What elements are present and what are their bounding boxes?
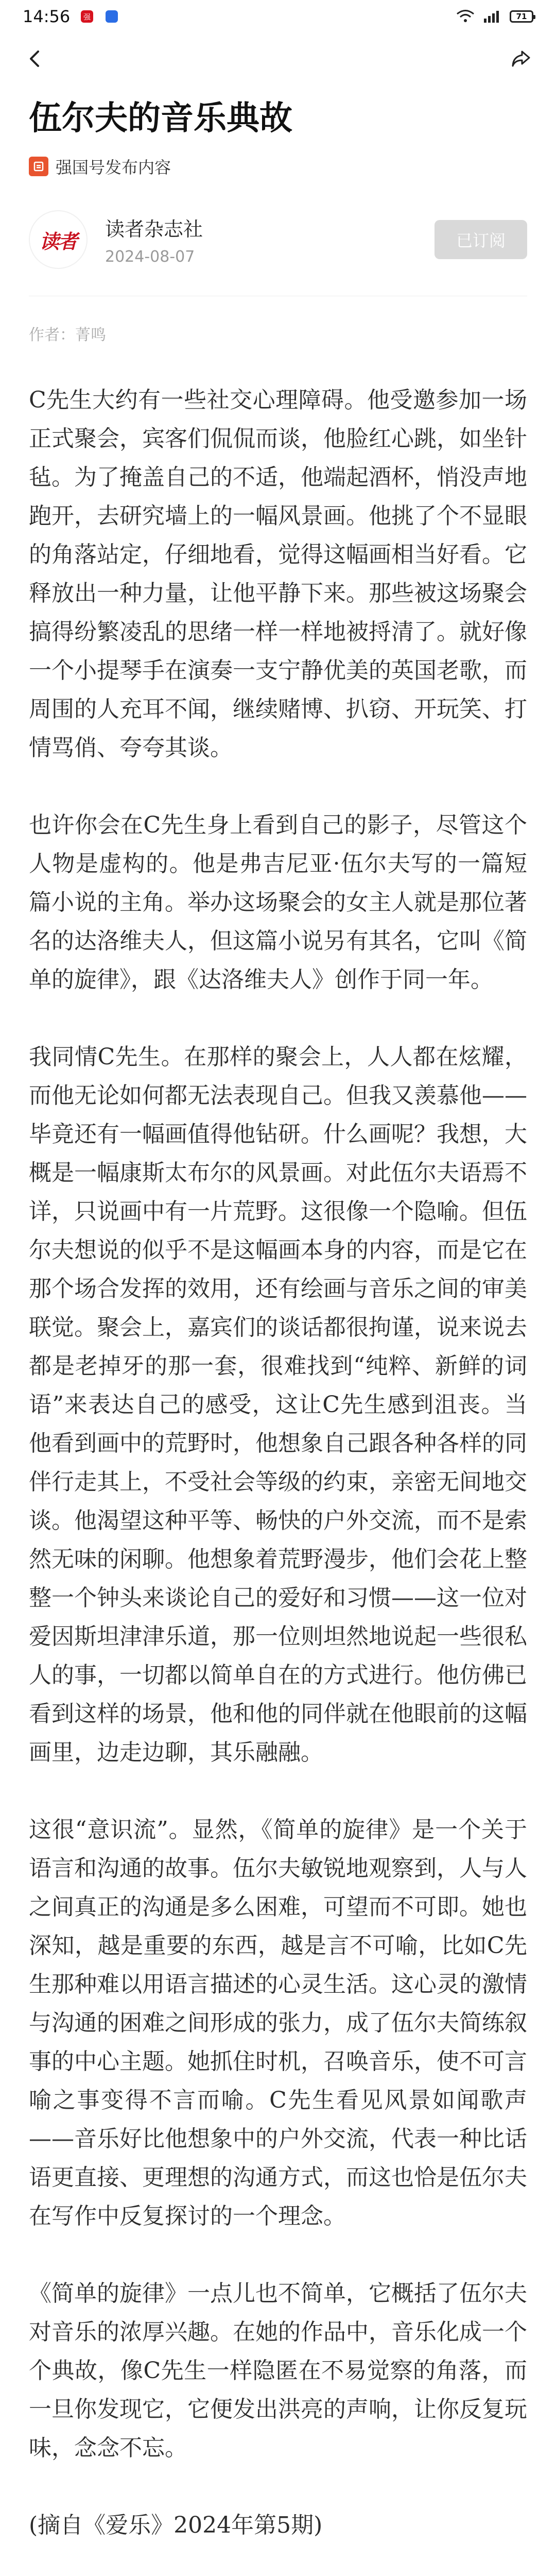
author-info bbox=[105, 213, 435, 266]
status-time: 14:56 bbox=[23, 7, 71, 26]
avatar[interactable]: 读者 bbox=[29, 210, 88, 269]
battery-icon bbox=[510, 10, 533, 23]
excerpt-source: (摘自《爱乐》2024年第5期) bbox=[29, 2512, 323, 2538]
author-name[interactable]: 读者杂志社 bbox=[105, 218, 203, 241]
byline: 作者：菁鸣 bbox=[29, 326, 106, 344]
app-icon bbox=[79, 9, 95, 24]
status-left bbox=[23, 7, 119, 26]
source-row bbox=[29, 155, 527, 178]
paragraph-5: 《简单的旋律》一点儿也不简单，它概括了伍尔夫对音乐的浓厚兴趣。在她的作品中，音乐化成一个个典故，像C先生一样隐匿在不易觉察的角落，而一旦你发现它，它便发出洪亮的声响，让你反复玩味，念念不忘。 bbox=[29, 2280, 527, 2461]
back-button[interactable] bbox=[19, 42, 51, 75]
paragraph-3: 我同情C先生。在那样的聚会上，人人都在炫耀，而他无论如何都无法表现自己。但我又羡慕他——毕竟还有一幅画值得他钻研。什么画呢？我想，大概是一幅康斯太布尔的风景画。对此伍尔夫语焉不详，只说画中有一片荒野。这很像一个隐喻。但伍尔夫想说的似乎不是这幅画本身的内容，而是它在那个场合发挥的效用，还有绘画与音乐之间的审美联觉。聚会上，嘉宾们的谈话都很拘谨，说来说去都是老掉牙的那一套，很难找到“纯粹、新鲜的词语”来表达自己的感受，这让C先生感到沮丧。当他看到画中的荒野时，他想象自己跟各种各样的同伴行走其上，不受社会等级的约束，亲密无间地交谈。他渴望这种平等、畅快的户外交流，而不是索然无味的闲聊。他想象着荒野漫步，他们会花上整整一个钟头来谈论自己的爱好和习惯——这一位对爱因斯坦津津乐道，那一位则坦然地说起一些很私人的事，一切都以简单自在的方式进行。他仿佛已看到这样的场景，他和他的同伴就在他眼前的这幅画里，边走边聊，其乐融融。 bbox=[29, 1044, 527, 1766]
wifi-icon bbox=[456, 9, 475, 24]
back-arrow-icon bbox=[25, 48, 45, 69]
svg-text:强: 强 bbox=[83, 13, 91, 22]
paragraph-1: C先生大约有一些社交心理障碍。他受邀参加一场正式聚会，宾客们侃侃而谈，他脸红心跳，如坐针毡。为了掩盖自己的不适，他端起酒杯，悄没声地跑开，去研究墙上的一幅风景画。他挑了个不显眼的角落站定，仔细地看，觉得这幅画相当好看。它释放出一种力量，让他平静下来。那些被这场聚会搞得纷繁凌乱的思绪一样一样地被捋清了。就好像一个小提琴手在演奏一支宁静优美的英国老歌，而周围的人充耳不闻，继续赌博、扒窃、开玩笑、打情骂俏、夸夸其谈。 bbox=[29, 387, 527, 761]
subscribe-button[interactable]: 已订阅 bbox=[435, 220, 527, 259]
source-icon bbox=[29, 157, 48, 176]
share-button[interactable] bbox=[505, 42, 537, 75]
source-label: 强国号发布内容 bbox=[56, 158, 171, 177]
app-icon-2 bbox=[104, 9, 119, 24]
status-right bbox=[456, 9, 533, 24]
article-title: 伍尔夫的音乐典故 bbox=[29, 99, 292, 138]
signal-icon bbox=[483, 9, 501, 24]
paragraph-2: 也许你会在C先生身上看到自己的影子，尽管这个人物是虚构的。他是弗吉尼亚·伍尔夫写的一篇短篇小说的主角。举办这场聚会的女主人就是那位著名的达洛维夫人，但这篇小说另有其名，它叫《简单的旋律》，跟《达洛维夫人》创作于同一年。 bbox=[29, 812, 527, 993]
nav-bar bbox=[0, 33, 556, 84]
paragraph-4: 这很“意识流”。显然，《简单的旋律》是一个关于语言和沟通的故事。伍尔夫敏锐地观察到，人与人之间真正的沟通是多么困难，可望而不可即。她也深知，越是重要的东西，越是言不可喻，比如C先生那种难以用语言描述的心灵生活。这心灵的激情与沟通的困难之间形成的张力，成了伍尔夫简练叙事的中心主题。她抓住时机，召唤音乐，使不可言喻之事变得不言而喻。C先生看见风景如闻歌声——音乐好比他想象中的户外交流，代表一种比话语更直接、更理想的沟通方式，而这也恰是伍尔夫在写作中反复探讨的一个理念。 bbox=[29, 1817, 527, 2229]
author-date: 2024-08-07 bbox=[105, 248, 195, 266]
author-card bbox=[29, 210, 527, 296]
status-bar bbox=[0, 0, 556, 33]
battery-level: 71 bbox=[516, 12, 527, 21]
share-icon bbox=[510, 47, 532, 70]
article bbox=[0, 96, 556, 2576]
